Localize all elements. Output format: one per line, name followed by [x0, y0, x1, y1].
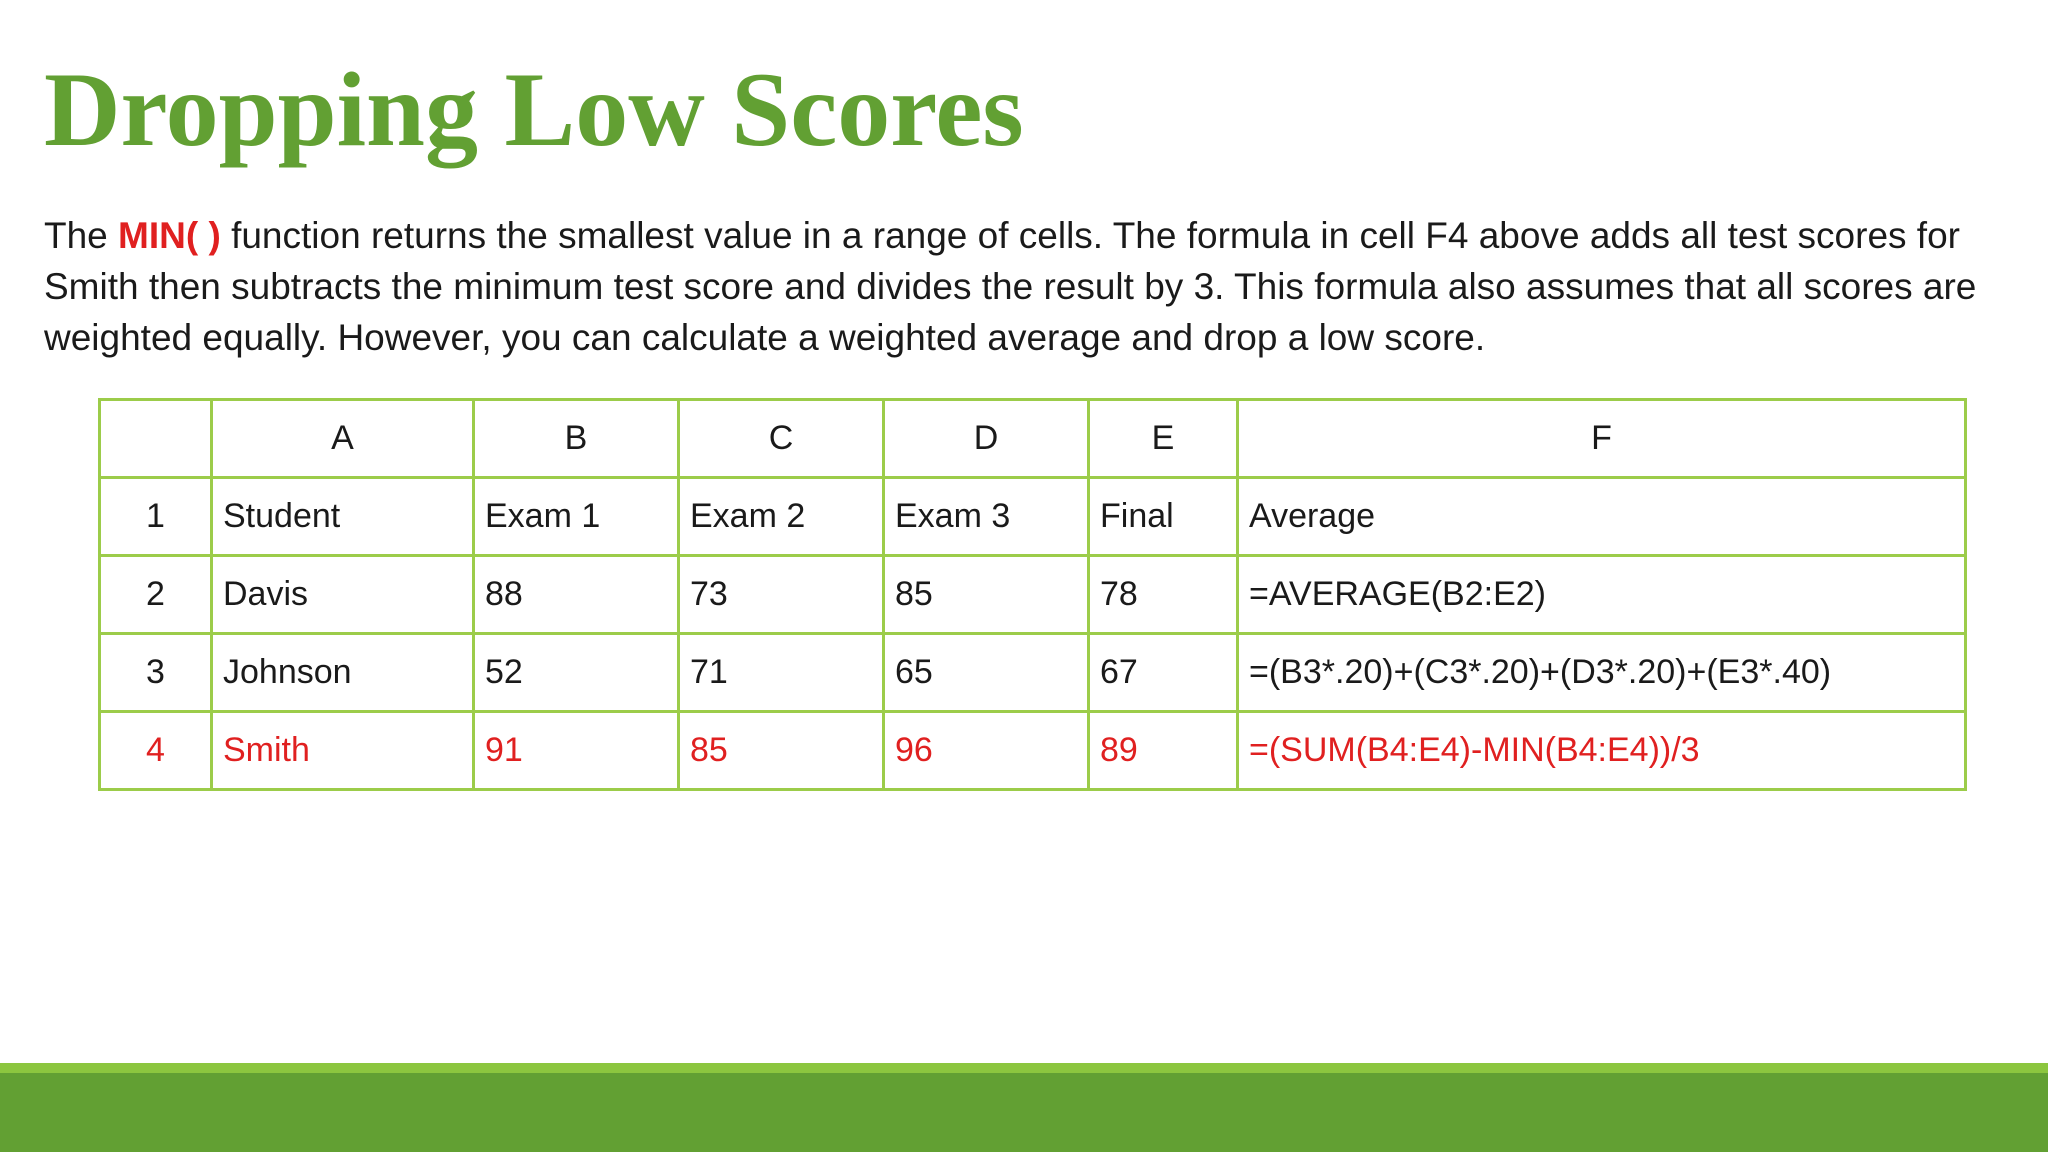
- table-cell: 89: [1089, 712, 1238, 790]
- table-cell: Davis: [212, 556, 474, 634]
- column-header-row: [100, 400, 1966, 478]
- table-cell: 52: [474, 634, 679, 712]
- corner-cell: [100, 400, 212, 478]
- table-cell: =(B3*.20)+(C3*.20)+(D3*.20)+(E3*.40): [1238, 634, 1966, 712]
- column-header-a: A: [212, 400, 474, 478]
- table-row: [100, 556, 1966, 634]
- table-cell: =(SUM(B4:E4)-MIN(B4:E4))/3: [1238, 712, 1966, 790]
- table-cell: 78: [1089, 556, 1238, 634]
- function-name: MIN( ): [118, 215, 221, 256]
- row-number: 4: [100, 712, 212, 790]
- table-cell: 96: [884, 712, 1089, 790]
- slide-title: Dropping Low Scores: [44, 51, 1024, 168]
- row-number: 3: [100, 634, 212, 712]
- table-cell: Smith: [212, 712, 474, 790]
- footer-accent-stripe: [0, 1063, 2048, 1073]
- table-cell: Average: [1238, 478, 1966, 556]
- table-cell: 65: [884, 634, 1089, 712]
- body-suffix: function returns the smallest value in a range of cells. The formula in cell F4 above adds all test scores for Smith then subtracts the minimum test score and divides the result by 3. This formula also assumes that all scores are weighted equally. However, you can calculate a weighted average and drop a low score.: [44, 215, 1977, 358]
- column-header-f: F: [1238, 400, 1966, 478]
- table-cell: Student: [212, 478, 474, 556]
- column-header-b: B: [474, 400, 679, 478]
- table-cell: 88: [474, 556, 679, 634]
- column-header-d: D: [884, 400, 1089, 478]
- spreadsheet-table: [98, 398, 1967, 791]
- table-cell: 85: [679, 712, 884, 790]
- column-header-e: E: [1089, 400, 1238, 478]
- body-prefix: The: [44, 215, 119, 256]
- table-cell: 91: [474, 712, 679, 790]
- table-cell: 71: [679, 634, 884, 712]
- table-row: [100, 634, 1966, 712]
- highlighted-table-row: [100, 712, 1966, 790]
- row-number: 1: [100, 478, 212, 556]
- table-cell: =AVERAGE(B2:E2): [1238, 556, 1966, 634]
- footer-bar: [0, 1073, 2048, 1152]
- table-row: [100, 478, 1966, 556]
- column-header-c: C: [679, 400, 884, 478]
- table-cell: Johnson: [212, 634, 474, 712]
- table-cell: Exam 3: [884, 478, 1089, 556]
- body-paragraph: [44, 210, 2014, 363]
- table-cell: Exam 1: [474, 478, 679, 556]
- table-cell: 73: [679, 556, 884, 634]
- row-number: 2: [100, 556, 212, 634]
- table-cell: 85: [884, 556, 1089, 634]
- table-cell: Exam 2: [679, 478, 884, 556]
- table-cell: Final: [1089, 478, 1238, 556]
- table-cell: 67: [1089, 634, 1238, 712]
